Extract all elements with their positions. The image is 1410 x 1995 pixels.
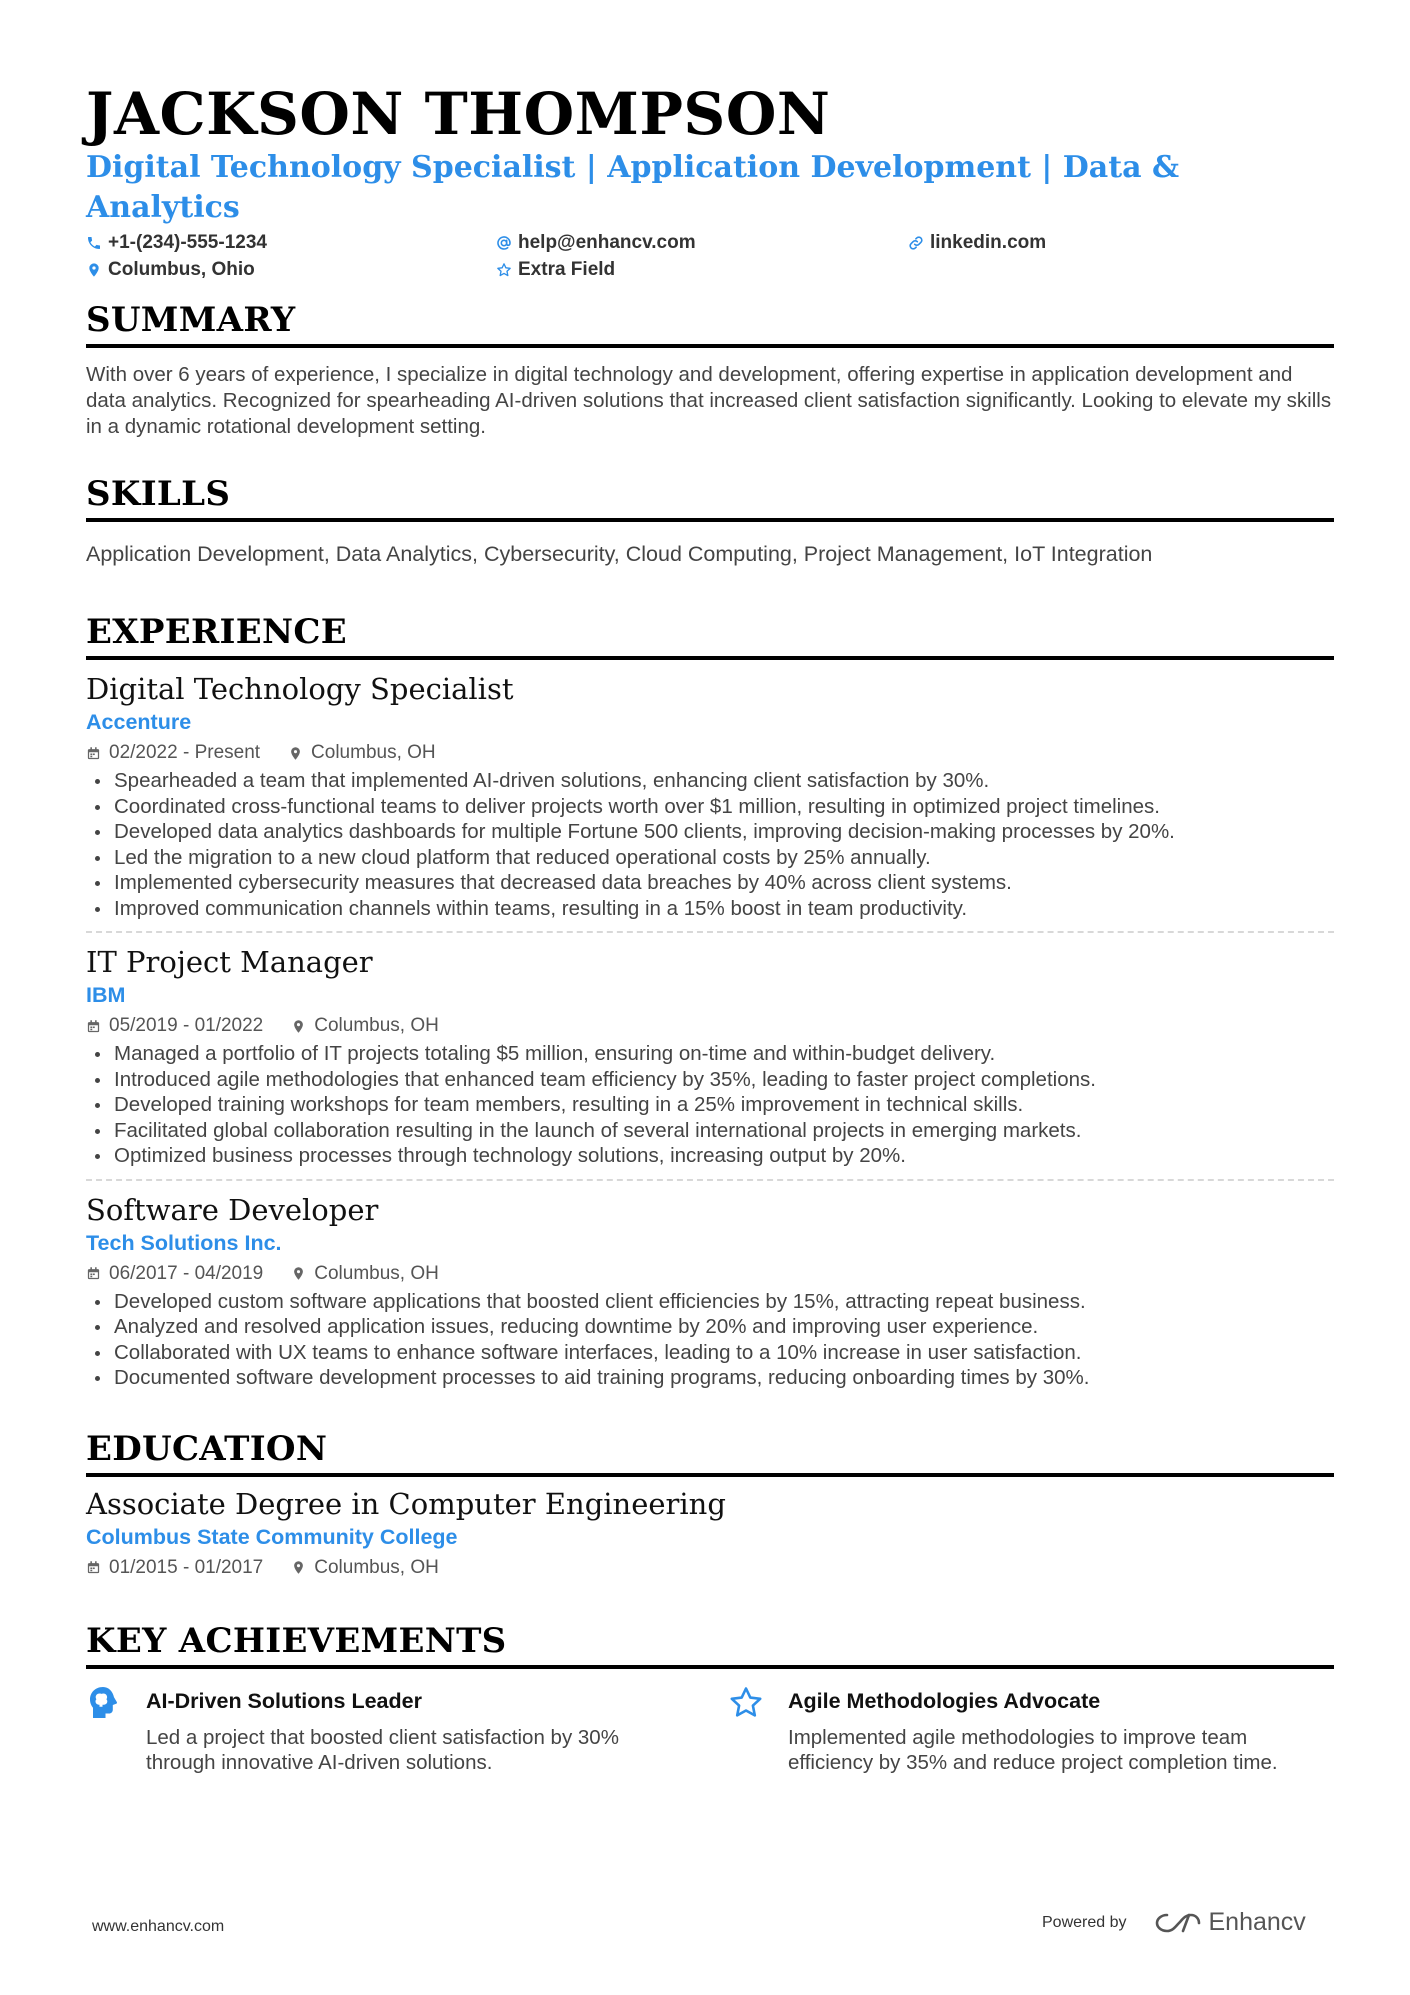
list-item: Improved communication channels within teams, resulting in a 15% boost in team productivity. <box>86 896 1334 922</box>
education-meta <box>86 1555 1334 1581</box>
summary-section <box>86 298 1334 440</box>
job-location: Columbus, OH <box>314 1015 439 1036</box>
job-entry <box>86 670 1334 921</box>
company-name: Tech Solutions Inc. <box>86 1230 282 1255</box>
section-rule <box>86 1665 1334 1669</box>
job-dates: 06/2017 - 04/2019 <box>109 1262 264 1284</box>
section-rule <box>86 344 1334 348</box>
list-item: Introduced agile methodologies that enhanced team efficiency by 35%, leading to faster project completions. <box>86 1067 1334 1093</box>
list-item: Led the migration to a new cloud platform that reduced operational costs by 25% annually. <box>86 845 1334 871</box>
resume-header <box>86 76 1334 286</box>
contact-info <box>86 230 1334 286</box>
achievement-desc: Implemented agile methodologies to improve team efficiency by 35% and reduce project completion time. <box>788 1725 1278 1774</box>
job-title: Digital Technology Specialist <box>86 672 514 706</box>
star-icon <box>728 1685 764 1721</box>
phone-icon <box>86 235 102 251</box>
map-pin-icon <box>288 746 303 761</box>
list-item: Optimized business processes through technology solutions, increasing output by 20%. <box>86 1143 1334 1169</box>
list-item: Developed data analytics dashboards for multiple Fortune 500 clients, improving decision-making processes by 20%. <box>86 819 1334 845</box>
summary-text: With over 6 years of experience, I specialize in digital technology and development, offering expertise in application development and data analytics. Recognized for spearheading AI-driven solutions that increased client satisfaction significantly. Looking to elevate my skills in a dynamic rotational development setting. <box>86 363 1332 438</box>
list-item: Collaborated with UX teams to enhance software interfaces, leading to a 10% increase in user satisfaction. <box>86 1340 1334 1366</box>
job-location: Columbus, OH <box>311 742 436 763</box>
achievements-heading: KEY ACHIEVEMENTS <box>86 1620 507 1661</box>
email-text: help@enhancv.com <box>518 232 696 253</box>
company-name: IBM <box>86 983 126 1007</box>
contact-location <box>86 257 255 283</box>
location-text: Columbus, Ohio <box>108 259 255 280</box>
education-section <box>86 1427 1334 1581</box>
map-pin-icon <box>291 1560 306 1575</box>
company-name: Accenture <box>86 710 192 734</box>
education-location: Columbus, OH <box>314 1556 439 1578</box>
list-item: Facilitated global collaboration resulting in the launch of several international projects in emerging markets. <box>86 1118 1334 1144</box>
achievement-desc: Led a project that boosted client satisfaction by 30% through innovative AI-driven solutions. <box>146 1725 619 1774</box>
list-item: Coordinated cross-functional teams to deliver projects worth over $1 million, resulting in optimized project timelines. <box>86 794 1334 820</box>
footer-branding <box>1042 1908 1306 1937</box>
extra-text: Extra Field <box>518 259 616 280</box>
job-meta <box>86 1261 1334 1287</box>
job-entry <box>86 943 1334 1169</box>
achievement-title: Agile Methodologies Advocate <box>788 1688 1101 1713</box>
at-sign-icon <box>496 235 512 251</box>
education-heading: EDUCATION <box>86 1428 328 1469</box>
school-name: Columbus State Community College <box>86 1524 458 1549</box>
experience-section <box>86 610 1334 1391</box>
list-item: Implemented cybersecurity measures that decreased data breaches by 40% across client systems. <box>86 870 1334 896</box>
achievements-section <box>86 1619 1334 1845</box>
job-meta <box>86 1013 1334 1039</box>
job-title: Software Developer <box>86 1192 379 1227</box>
section-rule <box>86 656 1334 660</box>
achievements-list <box>86 1685 1334 1845</box>
candidate-name: JACKSON THOMPSON <box>86 80 831 148</box>
enhancv-logo-icon <box>1153 1910 1201 1936</box>
job-divider <box>86 931 1334 933</box>
experience-heading: EXPERIENCE <box>86 612 347 652</box>
map-pin-icon <box>86 262 102 278</box>
contact-email[interactable] <box>496 230 696 256</box>
star-outline-icon <box>496 262 512 278</box>
candidate-headline: Digital Technology Specialist | Application Development | Data & Analytics <box>86 150 1180 225</box>
section-rule <box>86 518 1334 522</box>
achievement-title: AI-Driven Solutions Leader <box>146 1688 422 1713</box>
job-divider <box>86 1179 1334 1181</box>
footer-website[interactable]: www.enhancv.com <box>92 1918 225 1935</box>
link-icon <box>908 235 924 251</box>
calendar-icon <box>86 1266 101 1281</box>
calendar-icon <box>86 1560 101 1575</box>
calendar-icon <box>86 1019 101 1034</box>
map-pin-icon <box>291 1019 306 1034</box>
list-item: Developed custom software applications that boosted client efficiencies by 15%, attracting repeat business. <box>86 1289 1334 1315</box>
job-meta <box>86 740 1334 766</box>
brain-head-icon <box>86 1685 122 1721</box>
list-item: Analyzed and resolved application issues, reducing downtime by 20% and improving user experience. <box>86 1314 1334 1340</box>
list-item: Documented software development processes to aid training programs, reducing onboarding times by 30%. <box>86 1365 1334 1391</box>
linkedin-text: linkedin.com <box>930 232 1047 253</box>
skills-heading: SKILLS <box>86 474 231 514</box>
section-rule <box>86 1473 1334 1477</box>
list-item: Developed training workshops for team members, resulting in a 25% improvement in technical skills. <box>86 1092 1334 1118</box>
job-bullets <box>86 1041 1334 1169</box>
list-item: Managed a portfolio of IT projects totaling $5 million, ensuring on-time and within-budget delivery. <box>86 1041 1334 1067</box>
calendar-icon <box>86 746 101 761</box>
skills-text: Application Development, Data Analytics, Cybersecurity, Cloud Computing, Project Management, IoT Integration <box>86 542 1153 566</box>
map-pin-icon <box>291 1266 306 1281</box>
skills-section <box>86 472 1334 568</box>
job-location: Columbus, OH <box>314 1262 439 1284</box>
list-item: Spearheaded a team that implemented AI-driven solutions, enhancing client satisfaction by 30%. <box>86 768 1334 794</box>
enhancv-logo[interactable] <box>1153 1908 1306 1937</box>
contact-linkedin[interactable] <box>908 230 1046 256</box>
job-bullets <box>86 1289 1334 1391</box>
contact-phone[interactable] <box>86 230 267 256</box>
powered-by-label: Powered by <box>1042 1913 1127 1931</box>
degree-title: Associate Degree in Computer Engineering <box>86 1486 726 1521</box>
phone-text: +1-(234)-555-1234 <box>108 232 267 253</box>
resume-page <box>86 76 1334 1845</box>
contact-extra <box>496 257 615 283</box>
job-title: IT Project Manager <box>86 945 373 979</box>
job-dates: 05/2019 - 01/2022 <box>109 1015 264 1036</box>
education-entry <box>86 1485 1334 1581</box>
brand-name: Enhancv <box>1208 1908 1306 1936</box>
summary-heading: SUMMARY <box>86 300 296 340</box>
job-entry <box>86 1191 1334 1391</box>
job-bullets <box>86 768 1334 921</box>
job-dates: 02/2022 - Present <box>109 742 261 763</box>
education-dates: 01/2015 - 01/2017 <box>109 1556 264 1578</box>
